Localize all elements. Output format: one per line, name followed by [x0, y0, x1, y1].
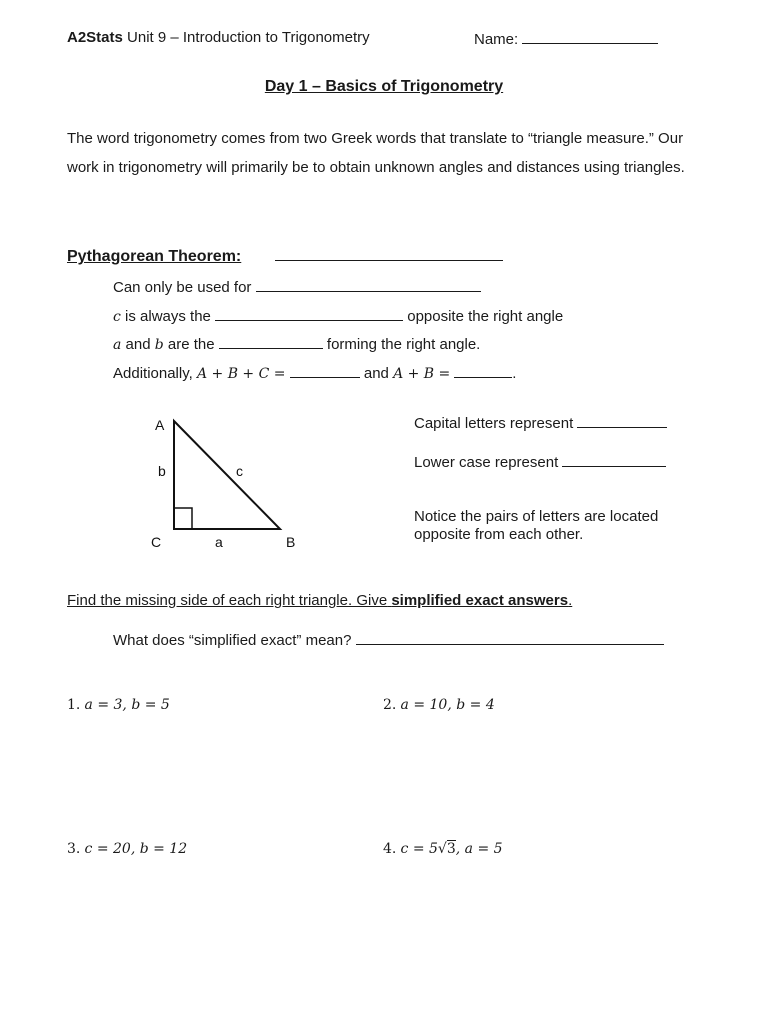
line4-period: .	[512, 365, 517, 382]
problem-2	[383, 696, 495, 713]
problem-4-number: 4.	[383, 841, 397, 857]
vertex-c-label: C	[151, 534, 162, 550]
intro-paragraph: The word trigonometry comes from two Greek words that translate to “triangle measure.” Our work in trigonometry will primarily be to obtain unknown angles and distances using triangles.	[67, 130, 685, 176]
problem-1-expr: a = 3, b = 5	[84, 697, 170, 713]
lower-case-note	[414, 452, 666, 471]
acute-sum-expr: A + B =	[393, 366, 451, 382]
pythagorean-line-3	[113, 334, 480, 353]
name-blank[interactable]	[522, 29, 658, 44]
worksheet-header	[67, 29, 370, 46]
line4-text: Additionally,	[113, 365, 193, 382]
line1-text: Can only be used for	[113, 279, 252, 296]
side-b-label: b	[158, 463, 166, 479]
problem-4	[383, 840, 503, 857]
instructions-period: .	[568, 592, 573, 609]
line4-and: and	[363, 365, 389, 382]
capital-blank[interactable]	[577, 413, 667, 428]
instructions-text: Find the missing side of each right triangle. Give	[67, 592, 388, 609]
radical-sign: √	[437, 841, 447, 857]
problem-4-expr-c: c = 5	[400, 841, 438, 857]
brand-label: A2Stats	[67, 29, 123, 46]
question-text: What does “simplified exact” mean?	[113, 632, 352, 649]
side-a-label: a	[215, 534, 223, 550]
angle-sum-blank[interactable]	[290, 363, 360, 378]
vertex-b-label: B	[286, 534, 296, 550]
question-blank[interactable]	[356, 630, 664, 645]
var-b: b	[154, 337, 164, 353]
var-c: c	[113, 309, 121, 325]
page-title: Day 1 – Basics of Trigonometry	[264, 78, 504, 95]
problem-4-expr-rest: , a = 5	[455, 841, 503, 857]
pythagorean-heading: Pythagorean Theorem:	[67, 248, 242, 265]
right-angle-marker	[174, 508, 192, 529]
problem-1	[67, 696, 170, 713]
line2-text: is always the	[125, 308, 211, 325]
pythagorean-heading-row	[67, 246, 503, 266]
lower-blank[interactable]	[562, 452, 666, 467]
simplified-exact-question	[113, 630, 664, 649]
line3-text: are the	[167, 336, 215, 353]
line3-and: and	[125, 336, 151, 353]
problem-3-expr: c = 20, b = 12	[84, 841, 188, 857]
capital-text: Capital letters represent	[414, 415, 574, 432]
theorem-blank[interactable]	[275, 246, 503, 261]
capital-letters-note	[414, 413, 667, 432]
name-field	[474, 29, 658, 48]
problem-3-number: 3.	[67, 841, 81, 857]
line3-text-after: forming the right angle.	[326, 336, 481, 353]
pythagorean-line-1	[113, 277, 481, 296]
triangle-shape	[174, 421, 280, 529]
name-label: Name:	[474, 31, 519, 48]
problem-1-number: 1.	[67, 697, 81, 713]
acute-sum-blank[interactable]	[454, 363, 512, 378]
unit-title: Unit 9 – Introduction to Trigonometry	[127, 29, 370, 46]
instructions-bold: simplified exact answers	[391, 592, 569, 609]
vertex-a-label: A	[155, 417, 165, 433]
radicand: 3	[446, 841, 456, 857]
var-a: a	[113, 337, 122, 353]
pythagorean-line-4	[113, 363, 516, 382]
line2-blank[interactable]	[215, 306, 403, 321]
angle-sum-expr: A + B + C =	[196, 366, 286, 382]
line1-blank[interactable]	[256, 277, 481, 292]
notice-note-line-1: Notice the pairs of letters are located	[414, 508, 659, 525]
pythagorean-line-2	[113, 306, 563, 325]
right-triangle-diagram	[138, 407, 308, 557]
problem-2-number: 2.	[383, 697, 397, 713]
instructions	[67, 592, 572, 609]
notice-note-line-2: opposite from each other.	[414, 526, 584, 543]
line2-text-after: opposite the right angle	[407, 308, 564, 325]
problem-2-expr: a = 10, b = 4	[400, 697, 495, 713]
lower-text: Lower case represent	[414, 454, 559, 471]
side-c-label: c	[236, 463, 243, 479]
problem-3	[67, 840, 187, 857]
line3-blank[interactable]	[219, 334, 323, 349]
